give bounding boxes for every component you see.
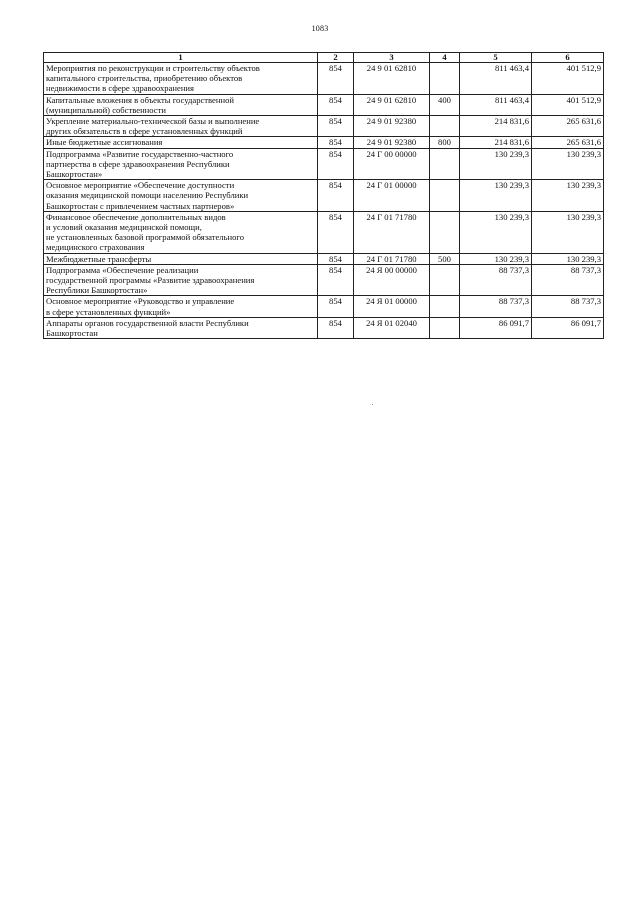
item-name: Межбюджетные трансферты [44,253,318,264]
table-row [44,180,604,212]
amount-year-1: 88 737,3 [460,264,532,296]
target-article-code: 24 Г 01 71780 [354,253,430,264]
target-article-code: 24 Г 01 71780 [354,211,430,253]
amount-year-1: 86 091,7 [460,317,532,338]
scan-speck [372,404,373,405]
table-row [44,63,604,95]
target-article-code: 24 Я 01 02040 [354,317,430,338]
header-cell: 5 [460,53,532,63]
department-code: 854 [318,116,354,137]
department-code: 854 [318,94,354,115]
target-article-code: 24 Г 00 00000 [354,148,430,180]
header-cell: 6 [532,53,604,63]
department-code: 854 [318,137,354,148]
table-row [44,211,604,253]
item-name: Иные бюджетные ассигнования [44,137,318,148]
header-cell: 3 [354,53,430,63]
target-article-code: 24 9 01 62810 [354,63,430,95]
department-code: 854 [318,296,354,317]
department-code: 854 [318,180,354,212]
table-row [44,264,604,296]
target-article-code: 24 9 01 62810 [354,94,430,115]
table-row [44,116,604,137]
header-cell: 2 [318,53,354,63]
header-cell: 1 [44,53,318,63]
amount-year-1: 214 831,6 [460,137,532,148]
item-name: Основное мероприятие «Обеспечение доступности оказания медицинской помощи населению Республики Башкортостан с привлечением частных партнеров» [44,180,318,212]
item-name: Подпрограмма «Обеспечение реализации государственной программы «Развитие здравоохранения Республики Башкортостан» [44,264,318,296]
expense-type-code [430,317,460,338]
amount-year-1: 811 463,4 [460,94,532,115]
target-article-code: 24 9 01 92380 [354,116,430,137]
department-code: 854 [318,148,354,180]
amount-year-2: 401 512,9 [532,63,604,95]
expense-type-code: 800 [430,137,460,148]
expense-type-code [430,211,460,253]
amount-year-1: 130 239,3 [460,211,532,253]
department-code: 854 [318,63,354,95]
item-name: Финансовое обеспечение дополнительных видов и условий оказания медицинской помощи, не установленных базовой программой обязательного медицинского страхования [44,211,318,253]
target-article-code: 24 Г 01 00000 [354,180,430,212]
amount-year-2: 86 091,7 [532,317,604,338]
table-row [44,253,604,264]
budget-table [43,52,604,339]
expense-type-code [430,148,460,180]
item-name: Укрепление материально-технической базы и выполнение других обязательств в сфере установленных функций [44,116,318,137]
amount-year-2: 130 239,3 [532,148,604,180]
amount-year-1: 130 239,3 [460,253,532,264]
amount-year-1: 130 239,3 [460,180,532,212]
item-name: Капитальные вложения в объекты государственной (муниципальной) собственности [44,94,318,115]
expense-type-code [430,116,460,137]
amount-year-2: 130 239,3 [532,180,604,212]
item-name: Подпрограмма «Развитие государственно-частного партнерства в сфере здравоохранения Республики Башкортостан» [44,148,318,180]
amount-year-2: 88 737,3 [532,296,604,317]
expense-type-code [430,180,460,212]
department-code: 854 [318,211,354,253]
expense-type-code [430,264,460,296]
amount-year-2: 88 737,3 [532,264,604,296]
expense-type-code: 500 [430,253,460,264]
amount-year-1: 130 239,3 [460,148,532,180]
header-row [44,53,604,63]
item-name: Основное мероприятие «Руководство и управление в сфере установленных функций» [44,296,318,317]
table-row [44,137,604,148]
item-name: Мероприятия по реконструкции и строительству объектов капитального строительства, приобретению объектов недвижимости в сфере здравоохранения [44,63,318,95]
expense-type-code [430,296,460,317]
department-code: 854 [318,253,354,264]
department-code: 854 [318,264,354,296]
target-article-code: 24 9 01 92380 [354,137,430,148]
table-row [44,296,604,317]
item-name: Аппараты органов государственной власти Республики Башкортостан [44,317,318,338]
page-number: 1083 [311,24,329,33]
amount-year-1: 214 831,6 [460,116,532,137]
amount-year-2: 401 512,9 [532,94,604,115]
amount-year-2: 265 631,6 [532,137,604,148]
expense-type-code: 400 [430,94,460,115]
expense-type-code [430,63,460,95]
target-article-code: 24 Я 01 00000 [354,296,430,317]
amount-year-2: 265 631,6 [532,116,604,137]
table-row [44,148,604,180]
target-article-code: 24 Я 00 00000 [354,264,430,296]
amount-year-1: 88 737,3 [460,296,532,317]
table-row [44,94,604,115]
header-cell: 4 [430,53,460,63]
table-row [44,317,604,338]
amount-year-1: 811 463,4 [460,63,532,95]
table-body [44,63,604,339]
department-code: 854 [318,317,354,338]
amount-year-2: 130 239,3 [532,211,604,253]
amount-year-2: 130 239,3 [532,253,604,264]
